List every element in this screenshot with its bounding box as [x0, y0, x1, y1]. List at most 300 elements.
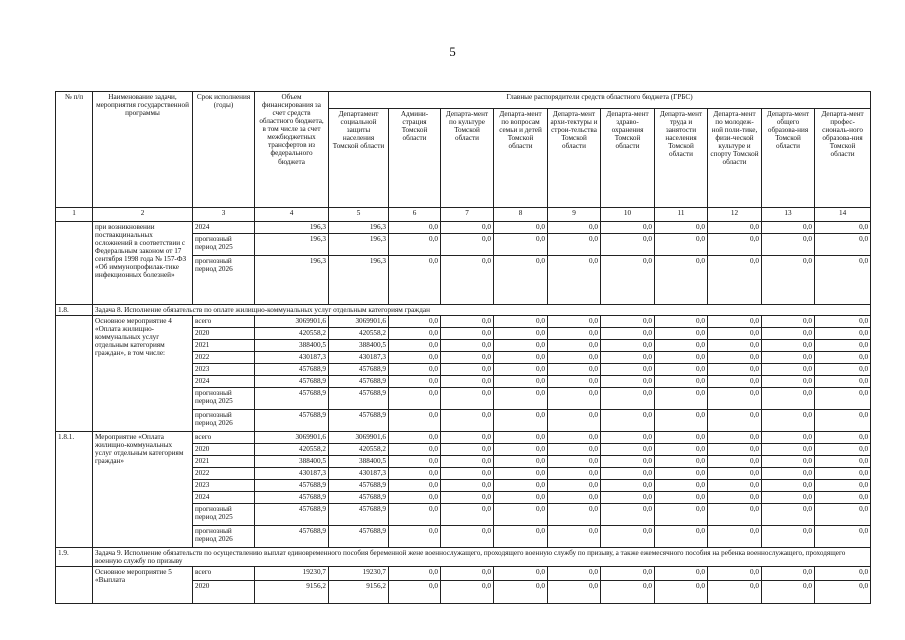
row-term: 2021 — [193, 340, 255, 352]
column-number: 8 — [494, 208, 548, 222]
row-value: 0,0 — [762, 340, 815, 352]
row-value: 0,0 — [548, 328, 601, 340]
row-value: 420558,2 — [255, 328, 329, 340]
row-value: 0,0 — [548, 468, 601, 480]
row-value: 0,0 — [708, 234, 762, 256]
row-value: 0,0 — [441, 581, 494, 604]
row-value: 457688,9 — [329, 410, 389, 432]
column-number: 11 — [655, 208, 708, 222]
column-number: 5 — [329, 208, 389, 222]
row-value: 457688,9 — [255, 526, 329, 548]
row-value: 0,0 — [655, 328, 708, 340]
page-number: 5 — [449, 44, 456, 59]
row-value: 0,0 — [441, 256, 494, 305]
table-row — [56, 222, 871, 234]
row-value: 0,0 — [494, 364, 548, 376]
column-number: 7 — [441, 208, 494, 222]
row-value: 0,0 — [655, 364, 708, 376]
row-value: 457688,9 — [329, 364, 389, 376]
row-term: всего — [193, 316, 255, 328]
row-number — [56, 316, 93, 432]
row-value: 0,0 — [494, 376, 548, 388]
row-value: 0,0 — [389, 410, 441, 432]
row-value: 457688,9 — [255, 504, 329, 526]
row-value: 0,0 — [708, 340, 762, 352]
column-number: 4 — [255, 208, 329, 222]
row-value: 0,0 — [548, 456, 601, 468]
row-value: 0,0 — [655, 234, 708, 256]
row-value: 0,0 — [762, 432, 815, 444]
row-value: 430187,3 — [255, 468, 329, 480]
row-value: 0,0 — [494, 581, 548, 604]
row-value: 0,0 — [389, 432, 441, 444]
row-value: 0,0 — [815, 468, 871, 480]
row-value: 0,0 — [762, 328, 815, 340]
row-term: 2024 — [193, 492, 255, 504]
row-term: 2020 — [193, 444, 255, 456]
row-value: 0,0 — [548, 480, 601, 492]
row-value: 0,0 — [601, 567, 655, 581]
row-value: 0,0 — [762, 410, 815, 432]
row-value: 0,0 — [441, 410, 494, 432]
row-value: 0,0 — [762, 567, 815, 581]
header-volume: Объем финансирования за счет средств областного бюджета, в том числе за счет межбюджетных трансфертов из федерального бюджета — [255, 92, 329, 208]
row-value: 0,0 — [548, 234, 601, 256]
row-value: 0,0 — [601, 352, 655, 364]
row-value: 0,0 — [708, 364, 762, 376]
row-value: 0,0 — [441, 480, 494, 492]
row-value: 0,0 — [601, 256, 655, 305]
row-value: 0,0 — [815, 492, 871, 504]
row-value: 0,0 — [762, 316, 815, 328]
row-value: 0,0 — [708, 432, 762, 444]
row-value: 0,0 — [389, 316, 441, 328]
row-value: 0,0 — [494, 340, 548, 352]
row-term: всего — [193, 432, 255, 444]
row-value: 0,0 — [441, 376, 494, 388]
row-value: 0,0 — [494, 410, 548, 432]
row-value: 0,0 — [389, 526, 441, 548]
row-value: 0,0 — [548, 432, 601, 444]
row-value: 0,0 — [708, 388, 762, 410]
row-value: 0,0 — [441, 352, 494, 364]
row-value: 19230,7 — [255, 567, 329, 581]
row-value: 0,0 — [708, 480, 762, 492]
row-term: прогнозный период 2026 — [193, 526, 255, 548]
row-value: 0,0 — [494, 256, 548, 305]
row-value: 0,0 — [708, 526, 762, 548]
row-value: 430187,3 — [329, 352, 389, 364]
row-term: прогнозный период 2026 — [193, 410, 255, 432]
row-value: 0,0 — [548, 581, 601, 604]
header-dept: Департа-мент архи-тектуры и строи-тельства Томской области — [548, 109, 601, 208]
row-value: 0,0 — [389, 468, 441, 480]
row-value: 0,0 — [548, 388, 601, 410]
row-value: 430187,3 — [255, 352, 329, 364]
row-value: 0,0 — [494, 316, 548, 328]
header-dept: Департа-мент общего образова-ния Томской области — [762, 109, 815, 208]
row-value: 0,0 — [441, 316, 494, 328]
row-value: 0,0 — [815, 352, 871, 364]
header-name: Наименование задачи, мероприятия государственной программы — [93, 92, 193, 208]
column-number: 6 — [389, 208, 441, 222]
row-value: 0,0 — [815, 376, 871, 388]
row-value: 0,0 — [655, 222, 708, 234]
row-value: 0,0 — [548, 444, 601, 456]
row-value: 0,0 — [815, 316, 871, 328]
row-value: 196,3 — [255, 222, 329, 234]
row-value: 0,0 — [815, 504, 871, 526]
row-value: 0,0 — [548, 222, 601, 234]
row-value: 0,0 — [494, 504, 548, 526]
header-dept: Департа-мент здраво-охранения Томской области — [601, 109, 655, 208]
row-value: 0,0 — [815, 581, 871, 604]
row-value: 19230,7 — [329, 567, 389, 581]
row-value: 0,0 — [762, 256, 815, 305]
row-value: 9156,2 — [329, 581, 389, 604]
task-title: Задача 9. Исполнение обязательств по осуществлению выплат единовременного пособия беременной жене военнослужащего, проходящего военную службу по призыву, а также ежемесячного пособия на ребенка военнослужащего, проходящего военную службу по призыву — [93, 548, 871, 567]
row-value: 0,0 — [601, 526, 655, 548]
column-number: 10 — [601, 208, 655, 222]
row-value: 0,0 — [655, 581, 708, 604]
task-row — [56, 305, 871, 316]
row-value: 0,0 — [389, 376, 441, 388]
row-value: 0,0 — [708, 581, 762, 604]
row-value: 457688,9 — [255, 364, 329, 376]
row-value: 0,0 — [389, 352, 441, 364]
header-row — [56, 92, 871, 109]
row-value: 0,0 — [762, 468, 815, 480]
row-value: 0,0 — [548, 316, 601, 328]
row-value: 0,0 — [548, 364, 601, 376]
row-value: 0,0 — [494, 468, 548, 480]
row-value: 0,0 — [494, 444, 548, 456]
row-value: 0,0 — [441, 222, 494, 234]
row-value: 457688,9 — [255, 376, 329, 388]
row-value: 0,0 — [815, 364, 871, 376]
row-value: 420558,2 — [329, 444, 389, 456]
row-value: 0,0 — [601, 468, 655, 480]
header-dept: Департа-мент профес-сиональ-ного образова-ния Томской области — [815, 109, 871, 208]
row-term: 2023 — [193, 480, 255, 492]
row-value: 0,0 — [815, 480, 871, 492]
row-value: 0,0 — [389, 340, 441, 352]
row-value: 0,0 — [601, 388, 655, 410]
row-value: 0,0 — [389, 581, 441, 604]
row-value: 457688,9 — [329, 480, 389, 492]
header-dept: Департа-мент по культуре Томской области — [441, 109, 494, 208]
row-value: 0,0 — [815, 222, 871, 234]
header-term: Срок исполнения (годы) — [193, 92, 255, 208]
row-value: 0,0 — [762, 234, 815, 256]
header-dept: Админи-страция Томской области — [389, 109, 441, 208]
task-title: Задача 8. Исполнение обязательств по оплате жилищно-коммунальных услуг отдельным категориям граждан — [93, 305, 871, 316]
row-value: 0,0 — [548, 526, 601, 548]
row-value: 457688,9 — [329, 504, 389, 526]
row-value: 0,0 — [762, 581, 815, 604]
row-term: прогнозный период 2025 — [193, 388, 255, 410]
row-value: 0,0 — [655, 352, 708, 364]
column-number: 2 — [93, 208, 193, 222]
table-row — [56, 316, 871, 328]
row-value: 0,0 — [655, 376, 708, 388]
row-description: Мероприятие «Оплата жилищно-коммунальных услуг отдельным категориям граждан» — [93, 432, 193, 548]
row-value: 0,0 — [655, 444, 708, 456]
row-value: 0,0 — [601, 444, 655, 456]
row-value: 0,0 — [815, 410, 871, 432]
row-value: 0,0 — [494, 234, 548, 256]
row-value: 0,0 — [548, 567, 601, 581]
row-value: 0,0 — [494, 492, 548, 504]
row-value: 0,0 — [708, 504, 762, 526]
header-grbs: Главные распорядители средств областного бюджета (ГРБС) — [329, 92, 871, 109]
row-term: 2024 — [193, 222, 255, 234]
row-description: Основное мероприятие 5 «Выплата — [93, 567, 193, 604]
row-value: 0,0 — [601, 504, 655, 526]
header-dept: Департамент социальной защиты населения Томской области — [329, 109, 389, 208]
row-value: 196,3 — [255, 256, 329, 305]
row-value: 0,0 — [655, 480, 708, 492]
row-value: 9156,2 — [255, 581, 329, 604]
row-value: 0,0 — [389, 388, 441, 410]
row-value: 0,0 — [708, 410, 762, 432]
row-value: 0,0 — [708, 256, 762, 305]
row-term: 2020 — [193, 581, 255, 604]
row-value: 0,0 — [548, 340, 601, 352]
row-value: 457688,9 — [329, 388, 389, 410]
row-value: 0,0 — [389, 364, 441, 376]
row-value: 3069901,6 — [329, 432, 389, 444]
row-value: 0,0 — [494, 432, 548, 444]
row-value: 0,0 — [708, 468, 762, 480]
row-term: прогнозный период 2025 — [193, 504, 255, 526]
row-value: 0,0 — [655, 316, 708, 328]
header-dept: Департа-мент по молодеж-ной поли-тике, физи-ческой культуре и спорту Томской области — [708, 109, 762, 208]
row-value: 0,0 — [762, 504, 815, 526]
row-value: 0,0 — [441, 234, 494, 256]
row-value: 0,0 — [494, 480, 548, 492]
row-value: 196,3 — [329, 234, 389, 256]
row-value: 0,0 — [389, 480, 441, 492]
task-number: 1.9. — [56, 548, 93, 567]
row-value: 0,0 — [441, 432, 494, 444]
row-value: 0,0 — [815, 234, 871, 256]
row-value: 0,0 — [762, 456, 815, 468]
row-value: 0,0 — [389, 444, 441, 456]
row-value: 0,0 — [548, 256, 601, 305]
row-value: 0,0 — [548, 352, 601, 364]
row-value: 0,0 — [708, 456, 762, 468]
row-value: 0,0 — [389, 492, 441, 504]
row-value: 0,0 — [389, 328, 441, 340]
row-value: 0,0 — [708, 444, 762, 456]
row-value: 0,0 — [601, 340, 655, 352]
row-value: 0,0 — [815, 388, 871, 410]
row-value: 0,0 — [389, 234, 441, 256]
row-value: 457688,9 — [255, 480, 329, 492]
row-term: 2021 — [193, 456, 255, 468]
row-value: 0,0 — [389, 567, 441, 581]
row-value: 0,0 — [441, 504, 494, 526]
header-dept: Департа-мент по вопросам семьи и детей Томской области — [494, 109, 548, 208]
table-row — [56, 567, 871, 581]
row-value: 0,0 — [389, 504, 441, 526]
row-value: 430187,3 — [329, 468, 389, 480]
row-value: 0,0 — [762, 364, 815, 376]
row-value: 0,0 — [815, 456, 871, 468]
column-number: 9 — [548, 208, 601, 222]
row-value: 0,0 — [708, 222, 762, 234]
row-term: прогнозный период 2025 — [193, 234, 255, 256]
row-value: 0,0 — [815, 526, 871, 548]
row-value: 0,0 — [441, 444, 494, 456]
row-value: 0,0 — [494, 526, 548, 548]
row-value: 0,0 — [655, 468, 708, 480]
row-value: 0,0 — [494, 328, 548, 340]
row-value: 0,0 — [708, 352, 762, 364]
row-value: 0,0 — [389, 456, 441, 468]
row-value: 0,0 — [601, 410, 655, 432]
row-value: 0,0 — [655, 256, 708, 305]
row-value: 457688,9 — [329, 492, 389, 504]
row-value: 0,0 — [815, 432, 871, 444]
row-term: 2020 — [193, 328, 255, 340]
table-row — [56, 432, 871, 444]
row-term: прогнозный период 2026 — [193, 256, 255, 305]
row-value: 0,0 — [762, 376, 815, 388]
row-value: 0,0 — [548, 376, 601, 388]
row-value: 0,0 — [601, 316, 655, 328]
header-dept: Департа-мент труда и занятости населения Томской области — [655, 109, 708, 208]
row-value: 0,0 — [708, 492, 762, 504]
row-value: 0,0 — [655, 388, 708, 410]
row-value: 420558,2 — [255, 444, 329, 456]
task-row — [56, 548, 871, 567]
row-value: 0,0 — [708, 376, 762, 388]
row-value: 0,0 — [762, 352, 815, 364]
row-description: при возникновении поствакцинальных осложнений в соответствии с Федеральным законом от 17 сентября 1998 года № 157-ФЗ «Об иммунопрофилак-тике инфекционных болезней» — [93, 222, 193, 305]
row-term: 2023 — [193, 364, 255, 376]
row-value: 0,0 — [815, 340, 871, 352]
row-value: 0,0 — [601, 222, 655, 234]
row-value: 0,0 — [601, 492, 655, 504]
row-value: 0,0 — [494, 567, 548, 581]
row-value: 0,0 — [655, 492, 708, 504]
row-value: 457688,9 — [255, 410, 329, 432]
row-value: 0,0 — [494, 352, 548, 364]
row-value: 0,0 — [601, 376, 655, 388]
row-value: 0,0 — [655, 410, 708, 432]
row-value: 0,0 — [762, 526, 815, 548]
row-value: 457688,9 — [255, 388, 329, 410]
column-number: 12 — [708, 208, 762, 222]
row-value: 420558,2 — [329, 328, 389, 340]
row-value: 0,0 — [548, 504, 601, 526]
row-value: 0,0 — [441, 364, 494, 376]
row-description: Основное мероприятие 4 «Оплата жилищно-коммунальных услуг отдельным категориям граждан», в том числе: — [93, 316, 193, 432]
row-value: 0,0 — [655, 567, 708, 581]
row-value: 0,0 — [601, 328, 655, 340]
row-term: 2024 — [193, 376, 255, 388]
row-value: 0,0 — [441, 456, 494, 468]
row-value: 196,3 — [255, 234, 329, 256]
row-value: 0,0 — [494, 388, 548, 410]
row-value: 0,0 — [548, 410, 601, 432]
row-value: 0,0 — [548, 492, 601, 504]
row-value: 0,0 — [655, 340, 708, 352]
row-term: всего — [193, 567, 255, 581]
column-number: 14 — [815, 208, 871, 222]
row-value: 457688,9 — [329, 526, 389, 548]
financing-table — [55, 91, 871, 604]
row-value: 0,0 — [441, 526, 494, 548]
row-term: 2022 — [193, 468, 255, 480]
row-value: 388400,5 — [329, 456, 389, 468]
row-value: 0,0 — [815, 328, 871, 340]
column-number: 13 — [762, 208, 815, 222]
row-value: 0,0 — [655, 526, 708, 548]
row-value: 0,0 — [441, 567, 494, 581]
row-value: 388400,5 — [255, 340, 329, 352]
row-value: 0,0 — [762, 480, 815, 492]
row-value: 0,0 — [601, 581, 655, 604]
row-value: 0,0 — [815, 256, 871, 305]
row-number: 1.8.1. — [56, 432, 93, 548]
row-value: 0,0 — [441, 468, 494, 480]
row-value: 0,0 — [441, 340, 494, 352]
row-value: 0,0 — [441, 388, 494, 410]
row-value: 0,0 — [441, 492, 494, 504]
row-value: 0,0 — [601, 480, 655, 492]
row-value: 0,0 — [494, 222, 548, 234]
row-value: 196,3 — [329, 222, 389, 234]
row-term: 2022 — [193, 352, 255, 364]
row-value: 388400,5 — [329, 340, 389, 352]
row-value: 3069901,6 — [255, 316, 329, 328]
row-value: 0,0 — [494, 456, 548, 468]
header-num: № п/п — [56, 92, 93, 208]
row-value: 0,0 — [441, 328, 494, 340]
row-value: 457688,9 — [255, 492, 329, 504]
column-number: 1 — [56, 208, 93, 222]
row-value: 0,0 — [601, 364, 655, 376]
row-value: 0,0 — [762, 388, 815, 410]
row-value: 0,0 — [655, 432, 708, 444]
task-number: 1.8. — [56, 305, 93, 316]
row-value: 0,0 — [389, 256, 441, 305]
row-value: 0,0 — [708, 328, 762, 340]
row-value: 0,0 — [601, 234, 655, 256]
row-value: 0,0 — [762, 444, 815, 456]
row-number — [56, 222, 93, 305]
row-value: 388400,5 — [255, 456, 329, 468]
row-value: 0,0 — [815, 567, 871, 581]
row-value: 0,0 — [762, 492, 815, 504]
row-value: 0,0 — [601, 456, 655, 468]
row-value: 0,0 — [708, 316, 762, 328]
row-value: 0,0 — [601, 432, 655, 444]
row-value: 196,3 — [329, 256, 389, 305]
row-value: 0,0 — [655, 504, 708, 526]
column-number: 3 — [193, 208, 255, 222]
row-value: 457688,9 — [329, 376, 389, 388]
row-value: 3069901,6 — [255, 432, 329, 444]
row-value: 3069901,6 — [329, 316, 389, 328]
row-value: 0,0 — [389, 222, 441, 234]
row-value: 0,0 — [655, 456, 708, 468]
row-value: 0,0 — [815, 444, 871, 456]
row-value: 0,0 — [708, 567, 762, 581]
